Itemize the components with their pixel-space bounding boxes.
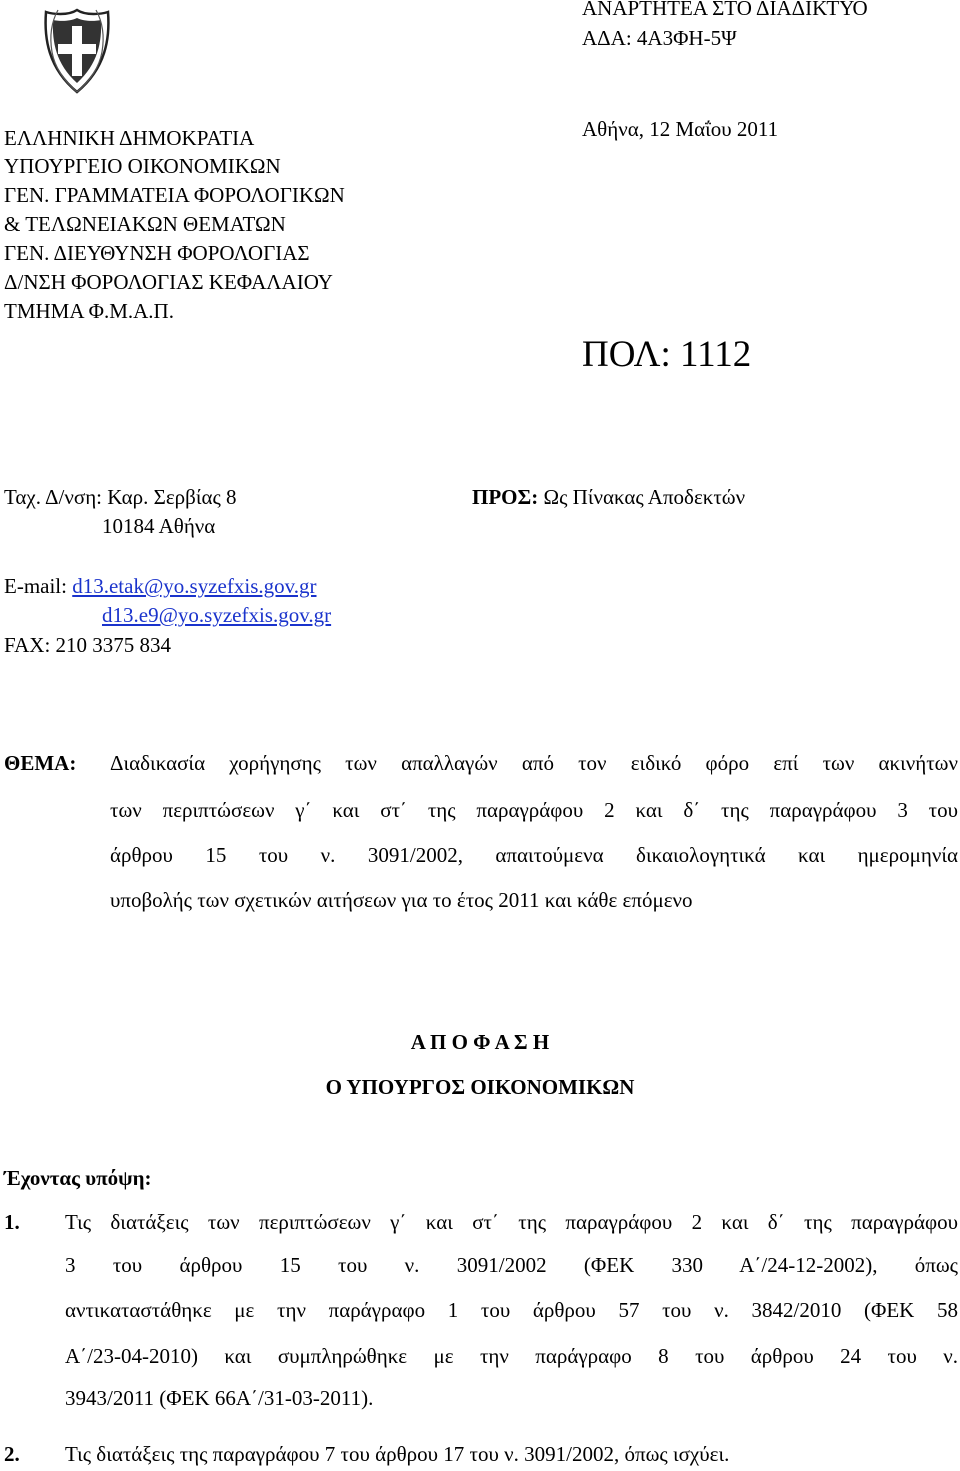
subject-line: των περιπτώσεων γ΄ και στ΄ της παραγράφου 2 και δ΄ της παραγράφου 3 του: [110, 798, 958, 822]
org-line: & ΤΕΛΩΝΕΙΑΚΩΝ ΘΕΜΑΤΩΝ: [4, 212, 286, 236]
address-line: Ταχ. Δ/νση: Καρ. Σερβίας 8: [4, 485, 237, 509]
subject-line: υποβολής των σχετικών αιτήσεων για το έτος 2011 και κάθε επόμενο: [110, 888, 693, 912]
item-number: 2.: [4, 1442, 20, 1466]
place-date: Αθήνα, 12 Μαΐου 2011: [582, 117, 779, 141]
decision-title: Α Π Ο Φ Α Σ Η: [410, 1030, 550, 1054]
item-line: 3943/2011 (ΦΕΚ 66Α΄/31-03-2011).: [65, 1386, 374, 1410]
pol-number: ΠΟΛ: 1112: [582, 334, 752, 375]
fax-number: FAX: 210 3375 834: [4, 633, 172, 657]
minister-title: Ο ΥΠΟΥΡΓΟΣ ΟΙΚΟΝΟΜΙΚΩΝ: [325, 1075, 635, 1099]
email-row: [4, 572, 317, 601]
ada-code: ΑΔΑ: 4Α3ΦΗ-5Ψ: [582, 26, 737, 50]
recipient-label: ΠΡΟΣ:: [472, 485, 539, 509]
email-link-e9[interactable]: d13.e9@yo.syzefxis.gov.gr: [102, 603, 332, 627]
item-line: Τις διατάξεις της παραγράφου 7 του άρθρου 17 του ν. 3091/2002, όπως ισχύει.: [65, 1442, 730, 1466]
item-number: 1.: [4, 1210, 20, 1234]
org-line: ΓΕΝ. ΔΙΕΥΘΥΝΣΗ ΦΟΡΟΛΟΓΙΑΣ: [4, 241, 310, 265]
org-line: ΕΛΛΗΝΙΚΗ ΔΗΜΟΚΡΑΤΙΑ: [4, 126, 255, 150]
subject-line: άρθρου 15 του ν. 3091/2002, απαιτούμενα δικαιολογητικά και ημερομηνία: [110, 843, 958, 867]
org-line: ΤΜΗΜΑ Φ.Μ.Α.Π.: [4, 299, 174, 323]
posted-online-note: ΑΝΑΡΤΗΤΕΑ ΣΤΟ ΔΙΑΔΙΚΤΥΟ: [582, 0, 868, 20]
subject-label: ΘΕΜΑ:: [4, 751, 77, 775]
considering-heading: Έχοντας υπόψη:: [4, 1166, 152, 1190]
postal-code-city: 10184 Αθήνα: [102, 514, 216, 538]
item-line: αντικαταστάθηκε με την παράγραφο 1 του άρθρου 57 του ν. 3842/2010 (ΦΕΚ 58: [65, 1298, 958, 1322]
org-line: Δ/ΝΣΗ ΦΟΡΟΛΟΓΙΑΣ ΚΕΦΑΛΑΙΟΥ: [4, 270, 333, 294]
email-label: E-mail:: [4, 574, 73, 598]
recipient: [472, 483, 745, 512]
org-line: ΥΠΟΥΡΓΕΙΟ ΟΙΚΟΝΟΜΙΚΩΝ: [4, 154, 281, 178]
org-line: ΓΕΝ. ΓΡΑΜΜΑΤΕΙΑ ΦΟΡΟΛΟΓΙΚΩΝ: [4, 183, 345, 207]
item-line: Τις διατάξεις των περιπτώσεων γ΄ και στ΄ της παραγράφου 2 και δ΄ της παραγράφου: [65, 1210, 958, 1234]
subject-line: Διαδικασία χορήγησης των απαλλαγών από τον ειδικό φόρο επί των ακινήτων: [110, 751, 958, 775]
greek-coat-of-arms-icon: [38, 8, 116, 94]
recipient-value: Ως Πίνακας Αποδεκτών: [538, 485, 746, 509]
item-line: Α΄/23-04-2010) και συμπληρώθηκε με την παράγραφο 8 του άρθρου 24 του ν.: [65, 1344, 958, 1368]
item-line: 3 του άρθρου 15 του ν. 3091/2002 (ΦΕΚ 330 Α΄/24-12-2002), όπως: [65, 1253, 958, 1277]
email-link-etak[interactable]: d13.etak@yo.syzefxis.gov.gr: [72, 574, 317, 598]
